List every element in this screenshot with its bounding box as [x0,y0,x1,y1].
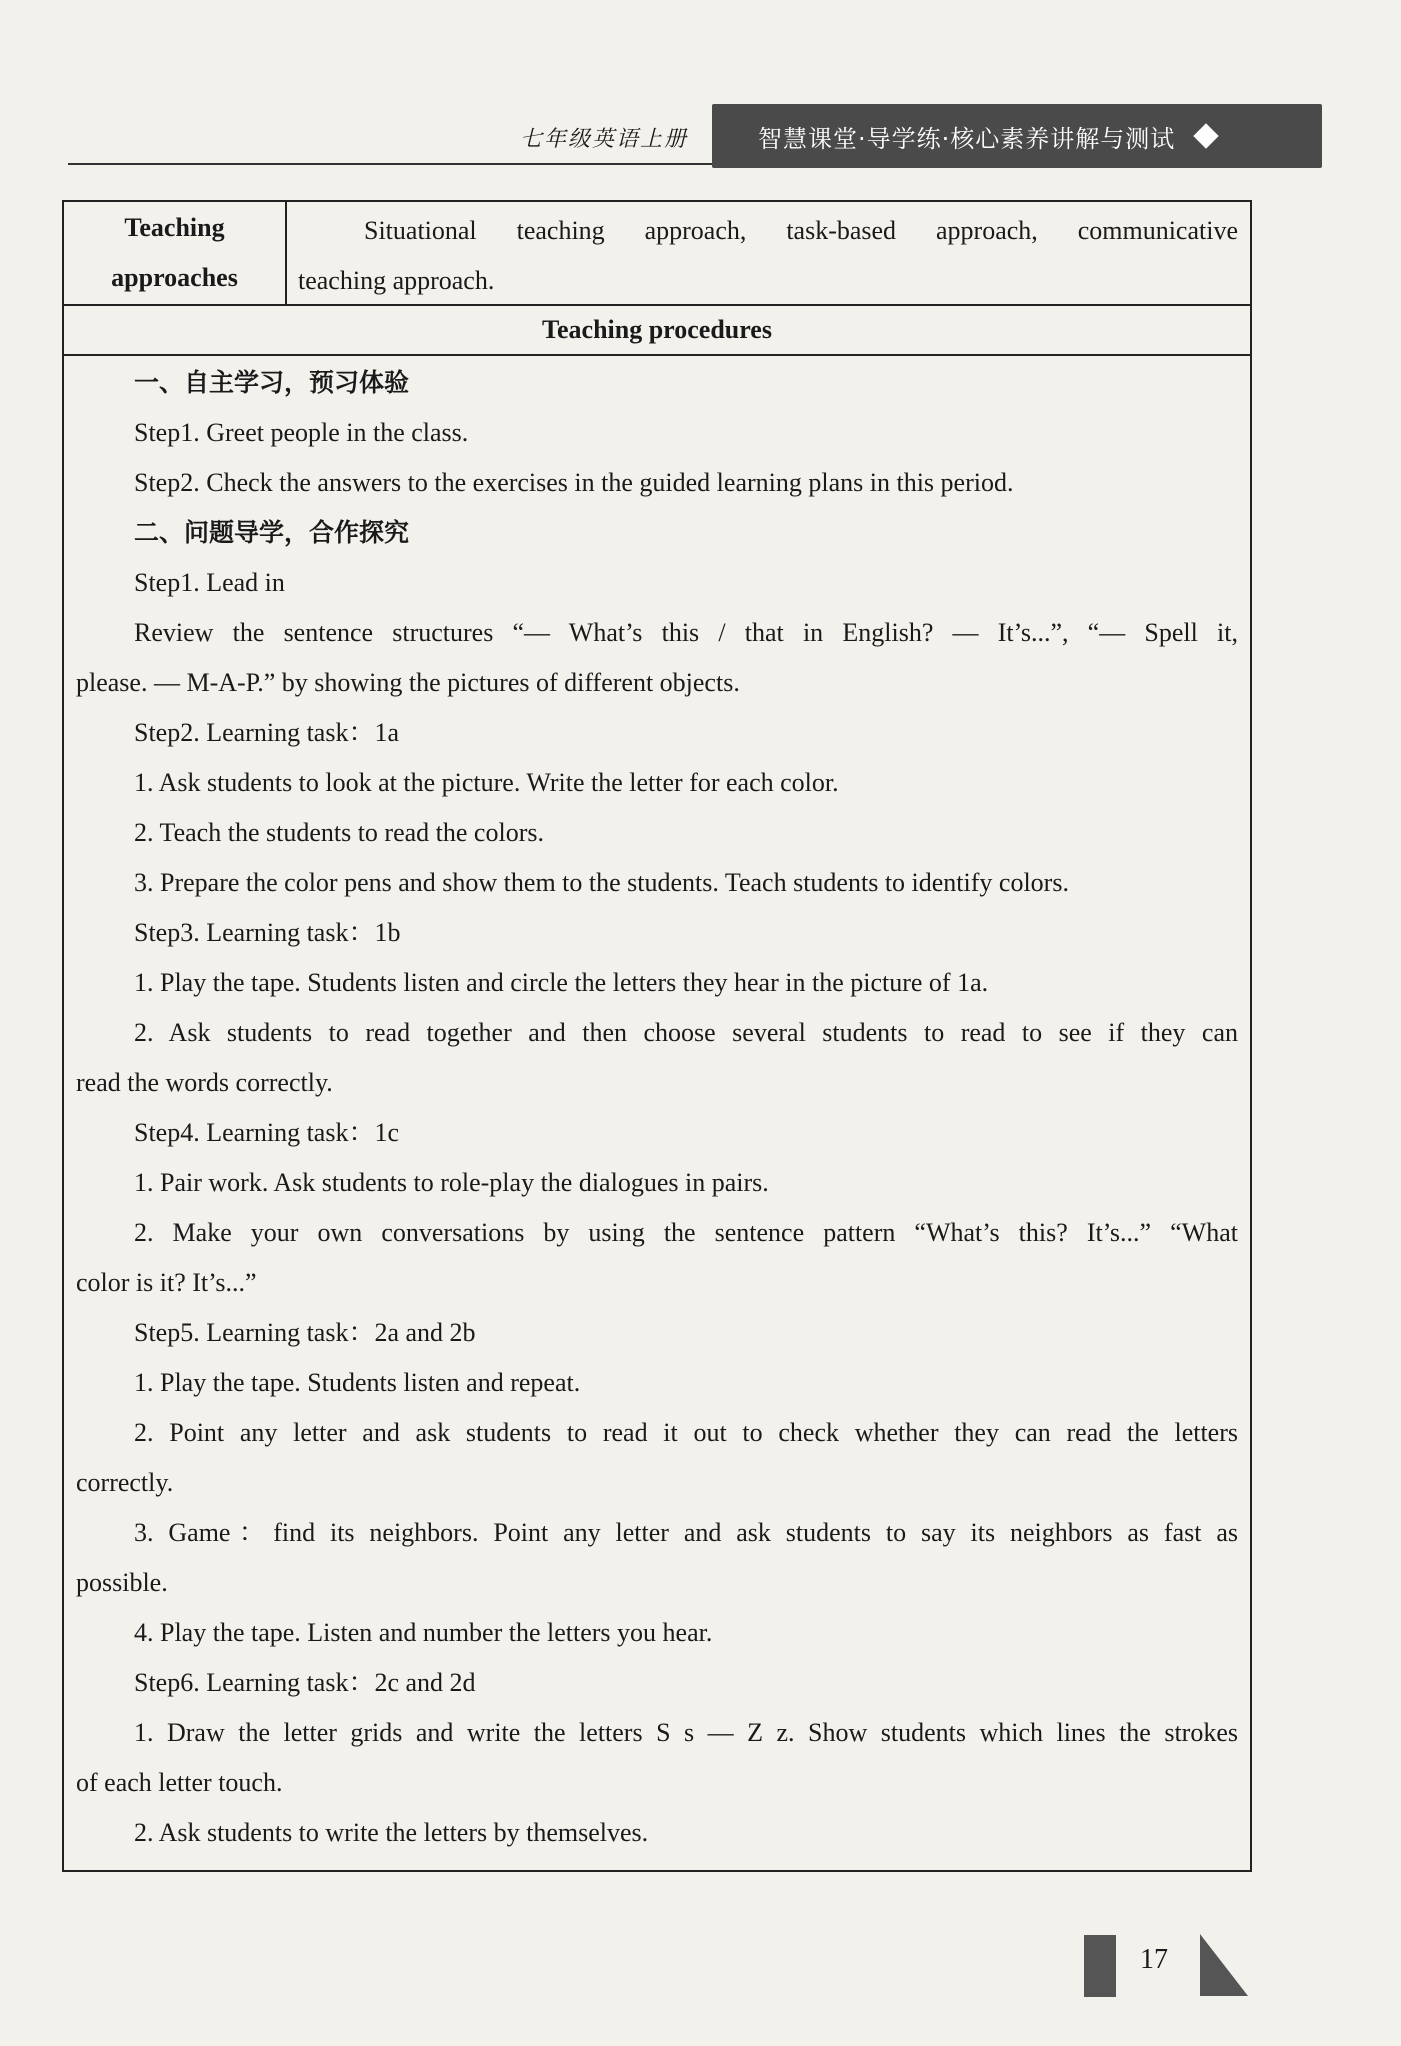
step-line: Step4. Learning task：1c [134,1118,399,1147]
body-line: 1. Pair work. Ask students to role-play the dialogues in pairs. [134,1168,769,1197]
step-line: Step6. Learning task：2c and 2d [134,1668,476,1697]
body-line: 2. Teach the students to read the colors. [134,818,544,847]
body-line: of each letter touch. [76,1768,283,1797]
procedures-body [76,358,1238,1858]
approaches-text [298,206,1238,306]
approaches-row [64,202,1250,306]
step-line: Step3. Learning task：1b [134,918,401,947]
approaches-text-line1: Situational teaching approach, task-based approach, communicative [364,216,1238,245]
step-line: Step1. Lead in [134,568,285,597]
body-line: 2. Make your own conversations by using the sentence pattern “What’s this? It’s...” “What [134,1218,1238,1247]
section-heading: 一、自主学习，预习体验 [134,368,410,397]
body-line: possible. [76,1568,168,1597]
body-line: 3. Game：find its neighbors. Point any letter and ask students to say its neighbors as fast as [134,1518,1238,1547]
header-rule [68,163,718,165]
step-line: Step1. Greet people in the class. [134,418,469,447]
procedures-title: Teaching procedures [64,306,1250,356]
lesson-plan-table [62,200,1252,1872]
step-line: Step5. Learning task：2a and 2b [134,1318,476,1347]
body-line: 1. Draw the letter grids and write the letters S s — Z z. Show students which lines the strokes [134,1718,1238,1747]
corner-triangle-icon [1200,1934,1248,1996]
body-line: 1. Ask students to look at the picture. Write the letter for each color. [134,768,839,797]
approaches-label-line2: approaches [111,263,238,292]
step-line: Step2. Check the answers to the exercises in the guided learning plans in this period. [134,468,1014,497]
page-number: 17 [1140,1944,1168,1975]
footer-block [1084,1935,1116,1997]
body-line: 2. Point any letter and ask students to read it out to check whether they can read the letters [134,1418,1238,1447]
body-line: 4. Play the tape. Listen and number the letters you hear. [134,1618,713,1647]
body-line: please. — M-A-P.” by showing the pictures of different objects. [76,668,740,697]
body-line: 1. Play the tape. Students listen and circle the letters they hear in the picture of 1a. [134,968,989,997]
step-line: Step2. Learning task：1a [134,718,399,747]
book-title: 七年级英语上册 [520,126,689,151]
approaches-text-line2: teaching approach. [298,266,495,295]
series-title: 智慧课堂·导学练·核心素养讲解与测试 [758,124,1176,153]
body-line: 2. Ask students to read together and then choose several students to read to see if they can [134,1018,1238,1047]
body-line: 1. Play the tape. Students listen and repeat. [134,1368,581,1397]
body-line: color is it? It’s...” [76,1268,257,1297]
series-banner [712,104,1322,168]
body-line: read the words correctly. [76,1068,333,1097]
diamond-icon [1194,123,1219,148]
section-heading: 二、问题导学，合作探究 [134,518,410,547]
approaches-label-line1: Teaching [124,213,225,242]
body-line: correctly. [76,1468,174,1497]
body-line: 2. Ask students to write the letters by themselves. [134,1818,649,1847]
body-line: 3. Prepare the color pens and show them to the students. Teach students to identify colors. [134,868,1069,897]
approaches-label [64,202,287,304]
body-line: Review the sentence structures “— What’s this / that in English? — It’s...”, “— Spell it, [134,618,1238,647]
